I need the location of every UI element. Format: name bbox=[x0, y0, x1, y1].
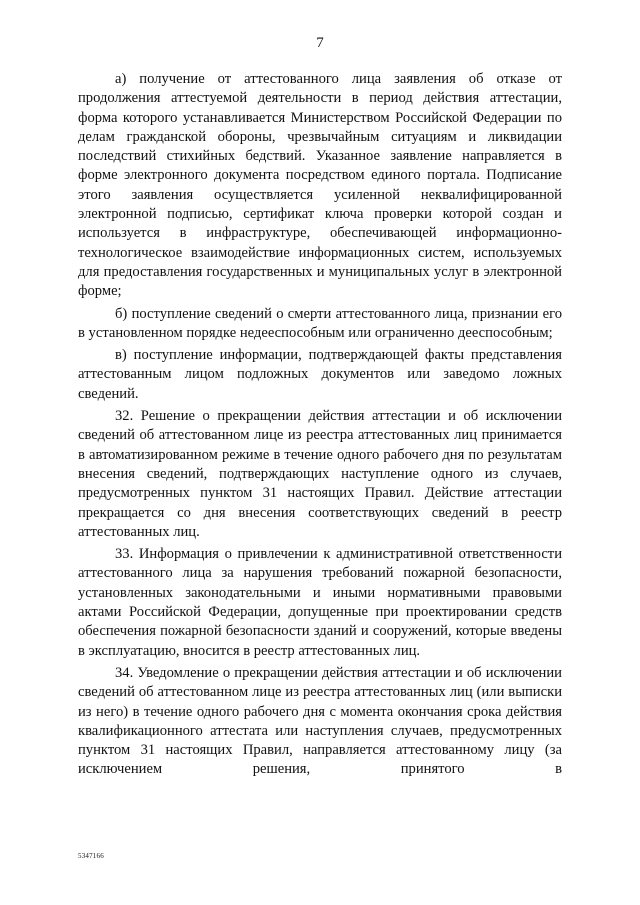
paragraph-32: 32. Решение о прекращении действия аттестации и об исключении сведений об аттестованном лице из реестра аттестованных лиц принимается в автоматизированном режиме в течение одного рабочего дня по результатам внесения сведений, подтверждающих наступление одного из случаев, предусмотренных пунктом 31 настоящих Правил. Действие аттестации прекращается со дня внесения соответствующих сведений в реестр аттестованных лиц. bbox=[78, 408, 562, 540]
document-code: 5347166 bbox=[78, 852, 104, 860]
paragraph-33: 33. Информация о привлечении к административной ответственности аттестованного лица за нарушения требований пожарной безопасности, установленных законодательными и иными нормативными правовыми актами Российской Федерации, допущенные при проектировании средств обеспечения пожарной безопасности зданий и сооружений, которые введены в эксплуатацию, вносится в реестр аттестованных лиц. bbox=[78, 546, 562, 659]
paragraph-v: в) поступление информации, подтверждающей факты представления аттестованным лицом подложных документов или заведомо ложных сведений. bbox=[78, 347, 562, 402]
paragraph-a: а) получение от аттестованного лица заявления об отказе от продолжения аттестуемой деятельности в период действия аттестации, форма которого устанавливается Министерством Российской Федерации по делам гражданской обороны, чрезвычайным ситуациям и ликвидации последствий стихийных бедствий. Указанное заявление направляется в форме электронного документа посредством единого портала. Подписание этого заявления осуществляется усиленной неквалифицированной электронной подписью, сертификат ключа проверки которой создан и используется в инфраструктуре, обеспечивающей информационно-технологическое взаимодействие информационных систем, используемых для предоставления государственных и муниципальных услуг в электронной форме; bbox=[78, 71, 562, 300]
document-body bbox=[78, 70, 562, 780]
page-number: 7 bbox=[316, 35, 324, 51]
paragraph-b: б) поступление сведений о смерти аттестованного лица, признании его в установленном порядке недееспособным или ограниченно дееспособным; bbox=[78, 305, 562, 341]
paragraph-34: 34. Уведомление о прекращении действия аттестации и об исключении сведений об аттестованном лице из реестра аттестованных лиц (или выписки из него) в течение одного рабочего дня с момента окончания срока действия квалификационного аттестата или наступления случаев, предусмотренных пунктом 31 настоящих Правил, направляется аттестованному лицу (за исключением решения, принятого в bbox=[78, 664, 562, 778]
